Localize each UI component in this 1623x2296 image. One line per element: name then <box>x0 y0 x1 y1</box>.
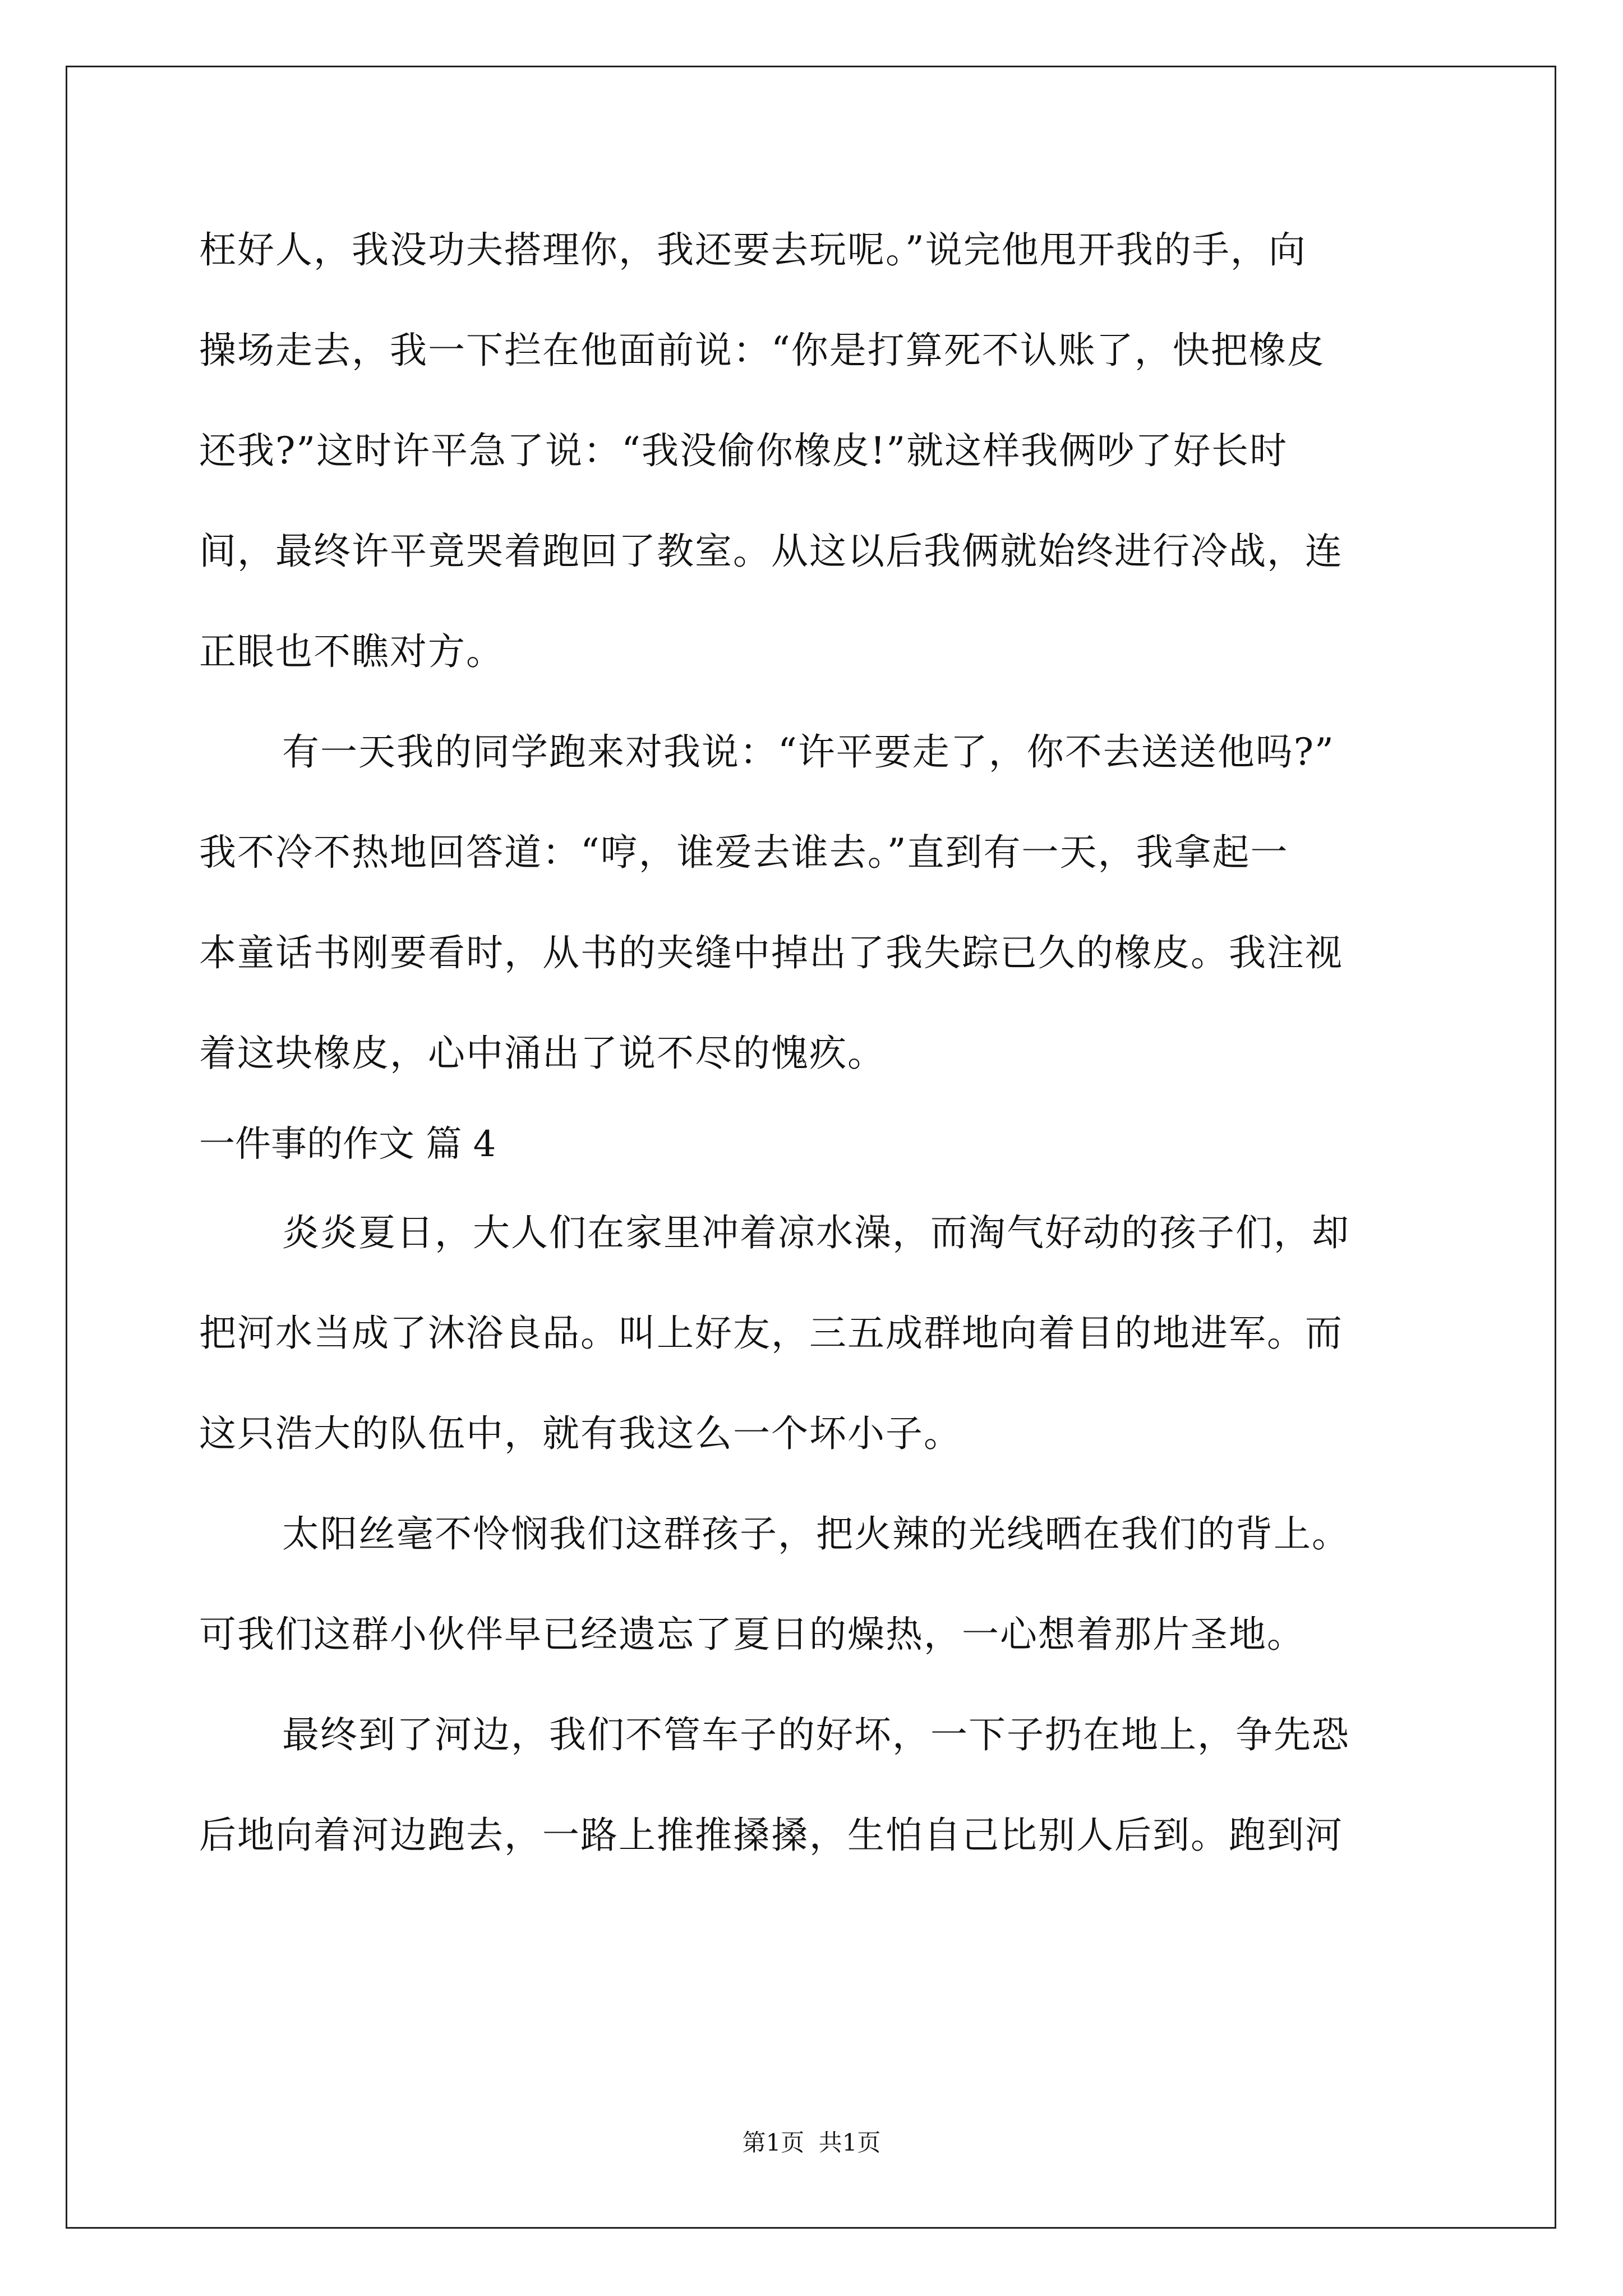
section-heading: 一件事的作文 篇 4 <box>199 1124 496 1165</box>
page-number: 第1页 <box>742 2129 805 2156</box>
paragraph-4-line-2: 可我们这群小伙伴早已经遗忘了夏日的燥热，一心想着那片圣地。 <box>199 1613 1305 1656</box>
paragraph-2-line-3: 本童话书刚要看时，从书的夹缝中掉出了我失踪已久的橡皮。我注视 <box>199 931 1343 974</box>
paragraph-1-line-2: 操场走去，我一下拦在他面前说：“你是打算死不认账了，快把橡皮 <box>199 329 1325 372</box>
paragraph-2-line-1: 有一天我的同学跑来对我说：“许平要走了，你不去送送他吗?” <box>282 730 1335 774</box>
paragraph-1-line-1: 枉好人，我没功夫搭理你，我还要去玩呢。”说完他甩开我的手，向 <box>199 228 1307 272</box>
paragraph-1-line-5: 正眼也不瞧对方。 <box>199 630 504 673</box>
paragraph-2-line-4: 着这块橡皮，心中涌出了说不尽的愧疚。 <box>199 1032 886 1075</box>
page-footer <box>0 2126 1623 2160</box>
paragraph-5-line-2: 后地向着河边跑去，一路上推推搡搡，生怕自己比别人后到。跑到河 <box>199 1814 1343 1857</box>
paragraph-1-line-3: 还我?”这时许平急了说：“我没偷你橡皮!”就这样我俩吵了好长时 <box>199 429 1288 472</box>
paragraph-3-line-1: 炎炎夏日，大人们在家里冲着凉水澡，而淘气好动的孩子们，却 <box>282 1211 1350 1254</box>
paragraph-3-line-3: 这只浩大的队伍中，就有我这么一个坏小子。 <box>199 1412 962 1455</box>
paragraph-1-line-4: 间，最终许平竟哭着跑回了教室。从这以后我俩就始终进行冷战，连 <box>199 530 1343 573</box>
paragraph-3-line-2: 把河水当成了沐浴良品。叫上好友，三五成群地向着目的地进军。而 <box>199 1312 1343 1355</box>
total-pages: 共1页 <box>818 2129 881 2156</box>
paragraph-5-line-1: 最终到了河边，我们不管车子的好坏，一下子扔在地上，争先恐 <box>282 1713 1350 1756</box>
paragraph-2-line-2: 我不冷不热地回答道：“哼，谁爱去谁去。”直到有一天，我拿起一 <box>199 831 1289 874</box>
paragraph-4-line-1: 太阳丝毫不怜悯我们这群孩子，把火辣的光线晒在我们的背上。 <box>282 1512 1350 1556</box>
